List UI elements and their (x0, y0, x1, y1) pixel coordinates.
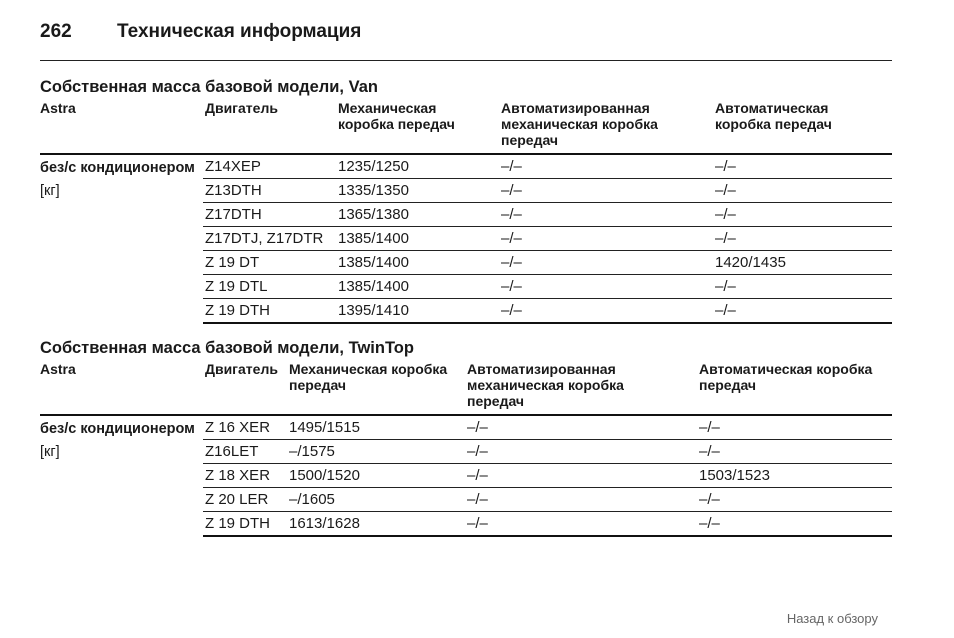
automatic-cell: –/– (715, 302, 736, 319)
automated-cell: –/– (467, 419, 488, 436)
engine-cell: Z17DTJ, Z17DTR (205, 230, 324, 247)
col-header-automatic: Автоматическая коробка передач (699, 361, 873, 393)
table-row (203, 440, 892, 464)
automatic-cell: –/– (715, 182, 736, 199)
automated-cell: –/– (467, 467, 488, 484)
automatic-cell: –/– (699, 491, 720, 508)
manual-cell: 1335/1350 (338, 182, 409, 199)
manual-cell: –/1605 (289, 491, 335, 508)
engine-cell: Z16LET (205, 443, 259, 460)
automated-cell: –/– (467, 491, 488, 508)
automated-cell: –/– (501, 230, 522, 247)
engine-cell: Z17DTH (205, 206, 262, 223)
table-row (203, 227, 892, 251)
page-title: Техническая информация (117, 21, 362, 42)
table-row (203, 464, 892, 488)
automated-cell: –/– (501, 302, 522, 319)
twintop-section-title: Собственная масса базовой модели, TwinTop (40, 339, 414, 357)
engine-cell: Z 18 XER (205, 467, 271, 484)
twintop-table-header (40, 360, 892, 416)
automatic-cell: –/– (715, 158, 736, 175)
table-row (203, 155, 892, 179)
manual-cell: 1235/1250 (338, 158, 409, 175)
automated-cell: –/– (501, 158, 522, 175)
automated-cell: –/– (501, 206, 522, 223)
manual-cell: 1613/1628 (289, 515, 360, 532)
manual-cell: 1385/1400 (338, 278, 409, 295)
automatic-cell: –/– (699, 419, 720, 436)
manual-cell: 1495/1515 (289, 419, 360, 436)
automatic-cell: 1503/1523 (699, 467, 770, 484)
engine-cell: Z 19 DTH (205, 515, 271, 532)
table-row (203, 299, 892, 324)
back-to-overview-link[interactable]: Назад к обзору (786, 611, 878, 626)
table-row (203, 488, 892, 512)
manual-cell: 1395/1410 (338, 302, 409, 319)
manual-cell: 1500/1520 (289, 467, 360, 484)
page-number: 262 (40, 21, 72, 42)
table-row (203, 179, 892, 203)
van-table-body (40, 155, 892, 324)
automatic-cell: –/– (699, 443, 720, 460)
col-header-manual: Механическая коробка передач (289, 361, 448, 393)
engine-cell: Z 16 XER (205, 419, 271, 436)
col-header-automated: Автоматизированная механическая коробка передач (501, 100, 658, 148)
manual-cell: –/1575 (289, 443, 335, 460)
engine-cell: Z14XEP (205, 158, 261, 175)
engine-cell: Z 19 DTH (205, 302, 271, 319)
manual-cell: 1365/1380 (338, 206, 409, 223)
col-header-model: Astra (40, 100, 76, 116)
engine-cell: Z 20 LER (205, 491, 269, 508)
row-label: без/с кондиционером (40, 160, 195, 176)
table-row (203, 251, 892, 275)
col-header-model: Astra (40, 361, 76, 377)
manual-cell: 1385/1400 (338, 254, 409, 271)
manual-cell: 1385/1400 (338, 230, 409, 247)
automatic-cell: 1420/1435 (715, 254, 786, 271)
van-section-title: Собственная масса базовой модели, Van (40, 78, 378, 96)
col-header-engine: Двигатель (205, 100, 278, 116)
row-unit: [кг] (40, 444, 60, 460)
engine-cell: Z 19 DTL (205, 278, 268, 295)
automatic-cell: –/– (699, 515, 720, 532)
col-header-automatic: Автоматическая коробка передач (715, 100, 832, 132)
page-header (40, 20, 892, 61)
engine-cell: Z13DTH (205, 182, 262, 199)
automatic-cell: –/– (715, 230, 736, 247)
engine-cell: Z 19 DT (205, 254, 260, 271)
row-unit: [кг] (40, 183, 60, 199)
automatic-cell: –/– (715, 206, 736, 223)
col-header-engine: Двигатель (205, 361, 278, 377)
table-row (203, 512, 892, 537)
automated-cell: –/– (467, 515, 488, 532)
automated-cell: –/– (501, 278, 522, 295)
twintop-table-body (40, 416, 892, 537)
col-header-manual: Механическая коробка передач (338, 100, 455, 132)
van-section (40, 77, 892, 324)
van-table-header (40, 99, 892, 155)
table-row (203, 416, 892, 440)
automated-cell: –/– (501, 182, 522, 199)
col-header-automated: Автоматизированная механическая коробка передач (467, 361, 624, 409)
automated-cell: –/– (467, 443, 488, 460)
table-row (203, 275, 892, 299)
twintop-section (40, 338, 892, 537)
row-label: без/с кондиционером (40, 421, 195, 437)
automated-cell: –/– (501, 254, 522, 271)
automatic-cell: –/– (715, 278, 736, 295)
table-row (203, 203, 892, 227)
